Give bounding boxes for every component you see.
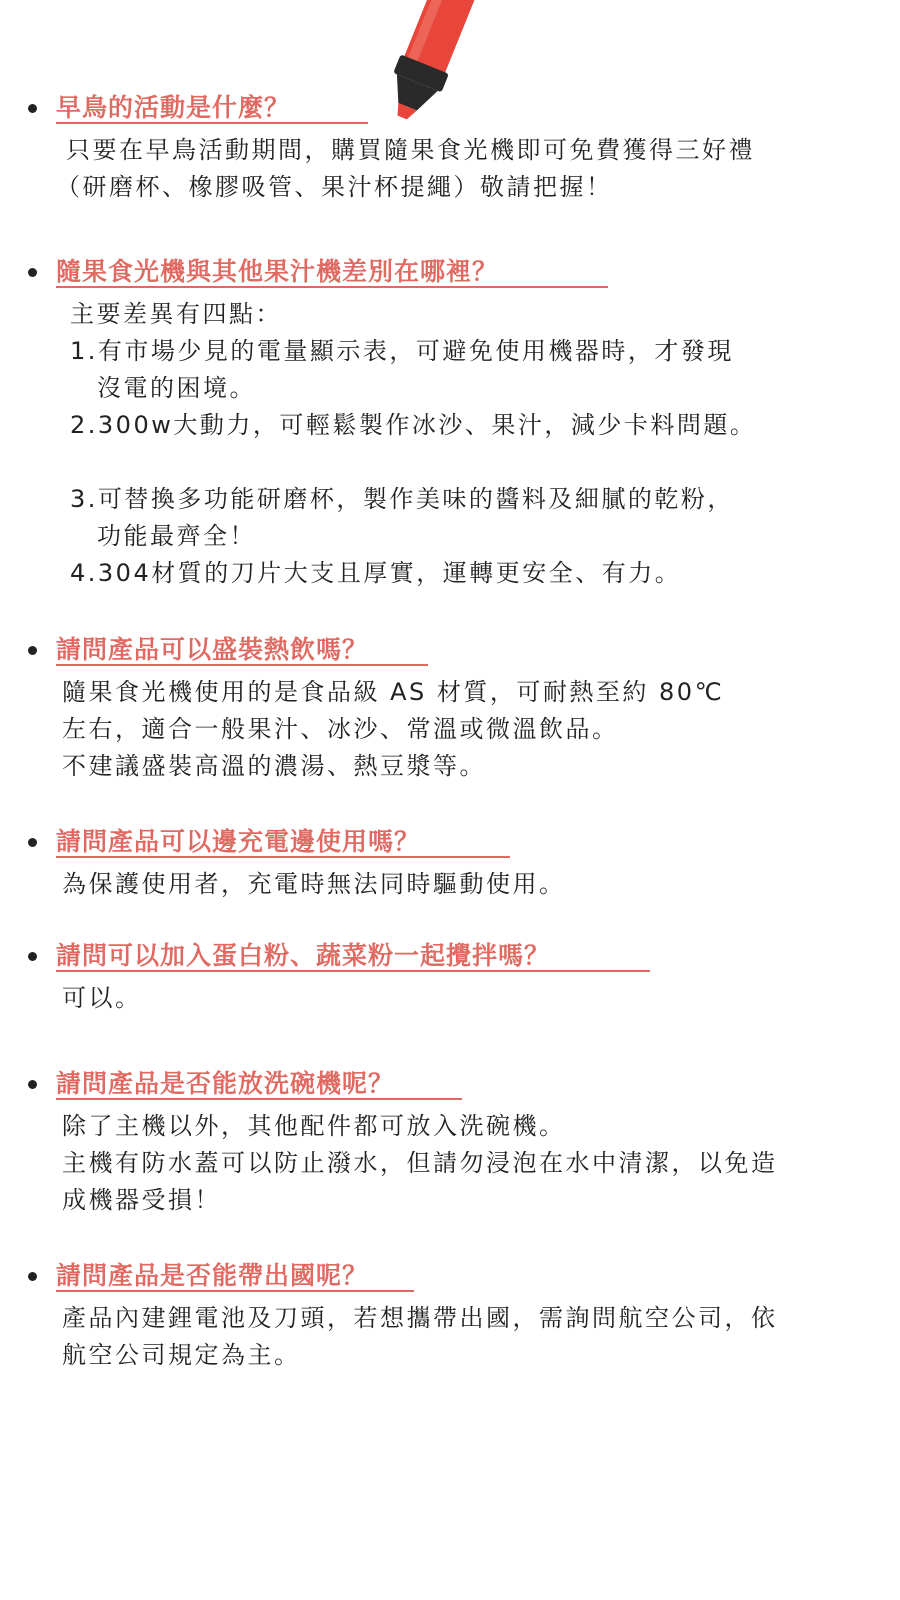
bullet-icon (28, 104, 37, 113)
faq-answer-line: 成機器受損！ (62, 1186, 221, 1214)
faq-item-charging (0, 822, 900, 898)
faq-item-powder (0, 936, 900, 1012)
faq-question: 早鳥的活動是什麼？ (56, 93, 291, 122)
faq-answer-line: 功能最齊全！ (97, 522, 256, 550)
faq-answer-line: 產品內建鋰電池及刀頭，若想攜帶出國，需詢問航空公司，依 (62, 1304, 778, 1332)
question-underline (56, 286, 608, 288)
faq-answer-line: 隨果食光機使用的是食品級 AS 材質，可耐熱至約 80℃ (62, 678, 725, 706)
faq-answer-line: （研磨杯、橡膠吸管、果汁杯提繩）敬請把握！ (56, 173, 613, 201)
faq-answer-line: 主要差異有四點： (70, 300, 282, 328)
question-underline (56, 856, 510, 858)
faq-answer-line: 為保護使用者，充電時無法同時驅動使用。 (62, 870, 566, 898)
faq-answer-line: 4.304材質的刀片大支且厚實，運轉更安全、有力。 (70, 559, 682, 587)
faq-item-hot-drinks (0, 630, 900, 780)
bullet-icon (28, 268, 37, 277)
faq-answer-line: 不建議盛裝高溫的濃湯、熱豆漿等。 (62, 752, 486, 780)
faq-answer-line: 3.可替換多功能研磨杯，製作美味的醬料及細膩的乾粉， (70, 485, 734, 513)
bullet-icon (28, 646, 37, 655)
faq-answer-line: 除了主機以外，其他配件都可放入洗碗機。 (62, 1112, 566, 1140)
question-underline (56, 122, 368, 124)
bullet-icon (28, 952, 37, 961)
faq-item-travel (0, 1256, 900, 1369)
faq-answer-line: 沒電的困境。 (97, 374, 256, 402)
faq-question: 隨果食光機與其他果汁機差別在哪裡？ (56, 257, 499, 286)
bullet-icon (28, 1272, 37, 1281)
faq-answer-line: 左右，適合一般果汁、冰沙、常溫或微溫飲品。 (62, 715, 619, 743)
faq-question: 請問產品是否能放洗碗機呢？ (56, 1069, 395, 1098)
faq-answer-line: 可以。 (62, 984, 142, 1012)
faq-answer-line: 主機有防水蓋可以防止潑水，但請勿浸泡在水中清潔，以免造 (62, 1149, 778, 1177)
faq-question: 請問可以加入蛋白粉、蔬菜粉一起攪拌嗎？ (56, 941, 551, 970)
faq-answer-line: 1.有市場少見的電量顯示表，可避免使用機器時，才發現 (70, 337, 734, 365)
faq-item-early-bird (0, 88, 900, 201)
faq-question: 請問產品是否能帶出國呢？ (56, 1261, 369, 1290)
question-underline (56, 664, 428, 666)
question-underline (56, 1290, 414, 1292)
bullet-icon (28, 838, 37, 847)
faq-answer-line: 2.300w大動力，可輕鬆製作冰沙、果汁，減少卡料問題。 (70, 411, 757, 439)
faq-item-difference (0, 252, 900, 587)
faq-question: 請問產品可以盛裝熱飲嗎？ (56, 635, 369, 664)
faq-answer-line: 航空公司規定為主。 (62, 1341, 301, 1369)
faq-item-dishwasher (0, 1064, 900, 1214)
faq-question: 請問產品可以邊充電邊使用嗎？ (56, 827, 421, 856)
bullet-icon (28, 1080, 37, 1089)
question-underline (56, 970, 650, 972)
question-underline (56, 1098, 462, 1100)
faq-answer-line: 只要在早鳥活動期間，購買隨果食光機即可免費獲得三好禮 (66, 136, 755, 164)
